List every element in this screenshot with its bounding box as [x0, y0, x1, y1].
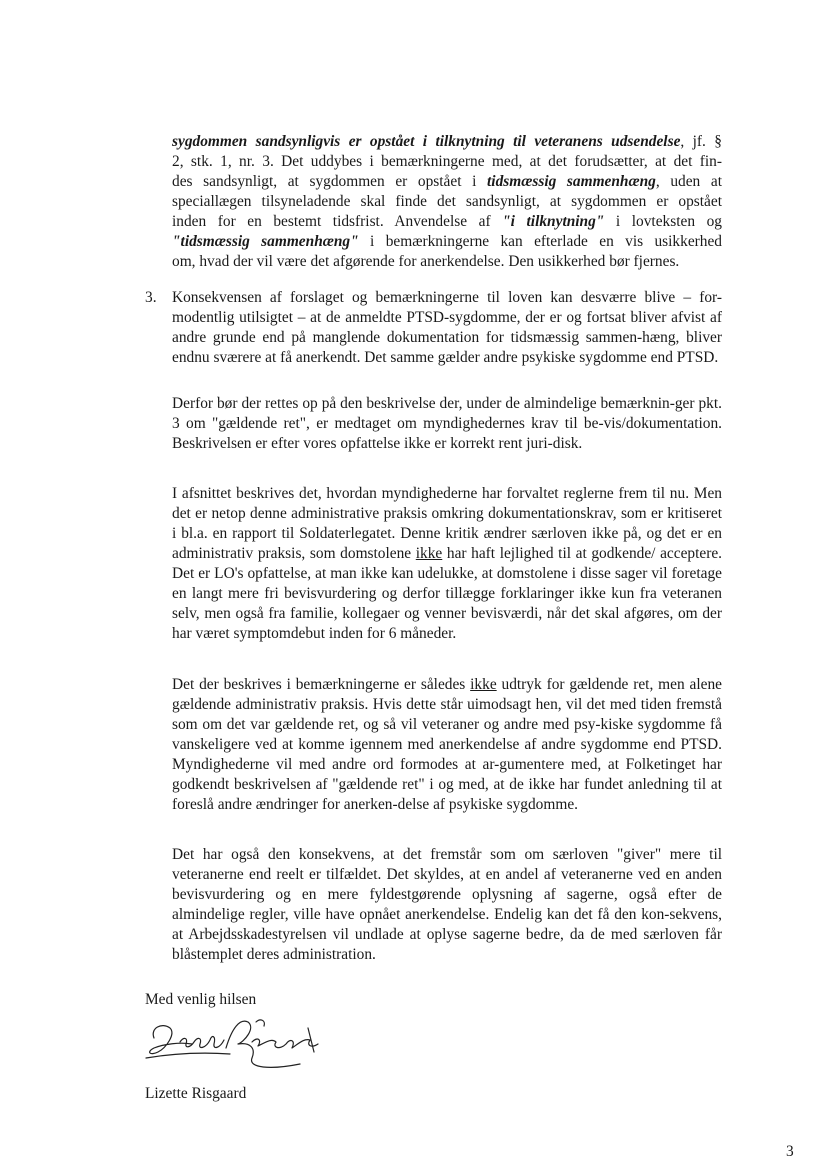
text-run: i lovteksten og — [604, 213, 722, 230]
text-run: Det der beskrives i bemærkningerne er således — [172, 676, 471, 693]
item-3-paragraph-5: Det har også den konsekvens, at det fremstår som om særloven "giver" mere til veteranerne end reelt er tilfældet. Det skyldes, at en andel af veteranerne ved en anden bevisvurdering og en mere fyldestgørende oplysning af sagerne, også efter de almindelige regler, ville have opnået anerkendelse. Endelig kan det få den kon-sekvens, at Arbejdsskadestyrelsen vil undlade at oplyse sagerne bedre, da de med særloven får blåstemplet deres administration. — [172, 846, 722, 963]
text-run: i bemærkningerne kan efterlade en vis usikkerhed — [358, 233, 722, 250]
text-run: I afsnittet beskrives det, hvordan myndighederne har forvaltet reglerne frem til nu. Men det er netop denne administrative praksis omkring dokumentationskrav, som er kritiseret i bl.a. en rapport til Soldaterlegatet. Denne kritik ændrer særloven ikke på, og det er en administrativ praksis, som domstolene — [172, 485, 722, 562]
item-3-paragraph-1: Konsekvensen af forslaget og bemærkningerne til loven kan desværre blive – for-modentlig utilsigtet – at de anmeldte PTSD-sygdomme, der er og fortsat bliver afvist af andre grunde end på manglende dokumentation for tidsmæssig sammen-hæng, bliver endnu sværere at få anerkendt. Det samme gælder andre psykiske sygdomme end PTSD. — [172, 289, 722, 366]
underlined-text: ikke — [415, 545, 443, 562]
item-2-line-3 — [172, 172, 722, 192]
text-run: , jf. § — [680, 133, 722, 150]
emphasis-text: "tidsmæssig sammenhæng" — [172, 233, 359, 250]
item-3-paragraph-4 — [172, 675, 722, 815]
emphasis-text: "i tilknytning" — [502, 213, 605, 230]
closing-greeting: Med venlig hilsen — [145, 991, 257, 1008]
handwritten-signature-icon — [140, 1008, 330, 1078]
emphasis-text: tidsmæssig sammenhæng — [487, 173, 656, 190]
item-2-line-6 — [172, 232, 722, 252]
emphasis-text: sygdommen sandsynligvis er opstået i tilknytning til veteranens udsendelse — [172, 133, 681, 150]
item-2-line-4: speciallægen tilsyneladende skal finde det sandsynligt, at sygdommen er opstået — [172, 193, 722, 210]
item-2-line-2: 2, stk. 1, nr. 3. Det uddybes i bemærkningerne med, at det forudsætter, at det fin- — [172, 153, 722, 170]
page-number: 3 — [786, 1143, 794, 1160]
text-run: inden for en bestemt tidsfrist. Anvendelse af — [172, 213, 503, 230]
item-3-paragraph-2: Derfor bør der rettes op på den beskrivelse der, under de almindelige bemærknin-ger pkt. 3 om "gældende ret", er medtaget om myndighedernes krav til be-vis/dokumentation. Beskrivelsen er efter vores opfattelse ikke er korrekt rent juri-disk. — [172, 395, 722, 452]
text-run: har haft lejlighed til at godkende/ acceptere. Det er LO's opfattelse, at man ikke kan udelukke, at domstolene i disse sager vil foretage en langt mere fri bevisvurdering og derfor tillægge forklaringer ikke kun fra veteranen selv, men også fra familie, kollegaer og venner bevisværdi, når det skal afgøres, om der har været symptomdebut inden for 6 måneder. — [172, 545, 723, 642]
signatory-name: Lizette Risgaard — [145, 1085, 247, 1102]
item-2-line-7: om, hvad der vil være det afgørende for anerkendelse. Den usikkerhed bør fjernes. — [172, 253, 680, 270]
item-3-paragraph-3 — [172, 484, 722, 644]
text-run: udtryk for gældende ret, men alene gældende administrativ praksis. Hvis dette står uimodsagt hen, vil det med tiden fremstå som om det var gældende ret, og så vil veteraner og andre med psy-kiske sygdomme få vanskeligere ved at komme igennem med anerkendelse af andre sygdomme end PTSD. Myndighederne vil med andre ord formodes at ar-gumentere med, at Folketinget har godkendt beskrivelsen af "gældende ret" i og med, at de ikke har fundet anledning til at foreslå andre ændringer for anerken-delse af psykiske sygdomme. — [172, 676, 722, 813]
item-2-line-5 — [172, 212, 722, 232]
text-run: des sandsynligt, at sygdommen er opstået i — [172, 173, 488, 190]
item-2-continuation — [172, 132, 722, 272]
text-run: , uden at — [655, 173, 722, 190]
item-3-number: 3. — [145, 289, 157, 306]
underlined-text: ikke — [470, 676, 497, 693]
item-2-line-1 — [172, 132, 722, 152]
